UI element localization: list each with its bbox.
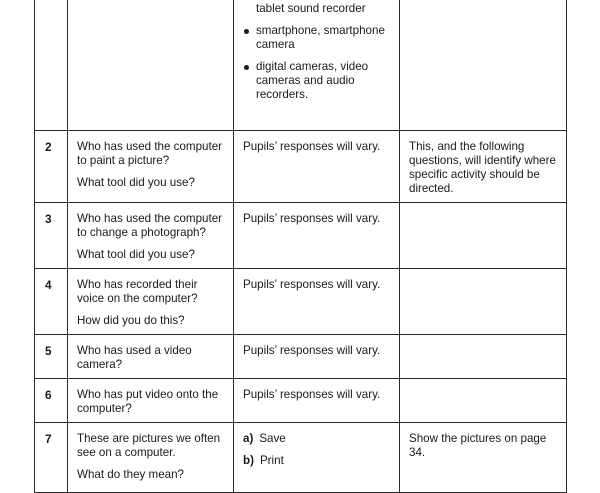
response-cell [234,0,400,131]
question-text: What tool did you use? [77,248,195,261]
response-cell: Pupils’ responses will vary. [234,379,400,423]
notes-cell [400,379,567,423]
question-text: What do they mean? [77,468,184,481]
option-letter: b) [243,454,254,467]
question-number: 6 [35,379,68,423]
question-number: 5 [35,335,68,379]
question-cell [68,0,234,131]
list-item [243,454,390,468]
question-cell [68,269,234,335]
notes-cell: This, and the following questions, will identify where specific activity should be directed. [400,131,567,203]
notes-cell: Show the pictures on page 34. [400,423,567,493]
question-text: Who has recorded their voice on the computer? [77,278,198,305]
question-cell [68,379,234,423]
question-number: 4 [35,269,68,335]
response-cell: Pupils’ responses will vary. [234,335,400,379]
table-row [35,0,567,131]
answer-options [243,432,390,468]
lesson-question-table [34,0,567,493]
table-row [35,335,567,379]
response-cell [234,423,400,493]
list-item [243,432,390,446]
question-cell [68,203,234,269]
question-text: Who has used the computer to change a photograph? [77,212,223,239]
option-text: Print [259,454,284,467]
list-item: tablet sound recorder [243,0,390,16]
notes-cell [400,269,567,335]
question-text: How did you do this? [77,314,185,327]
question-cell [68,335,234,379]
question-cell [68,423,234,493]
question-number: 3 [35,203,68,269]
question-text: These are pictures we often see on a computer. [77,432,221,459]
question-number: 2 [35,131,68,203]
question-text: Who has used a video camera? [77,344,192,371]
question-text: Who has used the computer to paint a picture? [77,140,223,167]
response-cell: Pupils’ responses will vary. [234,203,400,269]
table-row [35,379,567,423]
option-letter: a) [243,432,254,445]
response-cell: Pupils’ responses will vary. [234,131,400,203]
table-row [35,203,567,269]
table-row [35,131,567,203]
option-text: Save [259,432,286,445]
question-text: Who has put video onto the computer? [77,388,219,415]
question-text: What tool did you use? [77,176,195,189]
question-cell [68,131,234,203]
table-row [35,269,567,335]
list-item: digital cameras, video cameras and audio recorders. [243,60,390,102]
question-number [35,0,68,131]
notes-cell [400,0,567,131]
notes-cell [400,203,567,269]
question-number: 7 [35,423,68,493]
list-item: smartphone, smartphone camera [243,24,390,52]
notes-cell [400,335,567,379]
table-row [35,423,567,493]
response-cell: Pupils’ responses will vary. [234,269,400,335]
device-list [243,0,390,102]
